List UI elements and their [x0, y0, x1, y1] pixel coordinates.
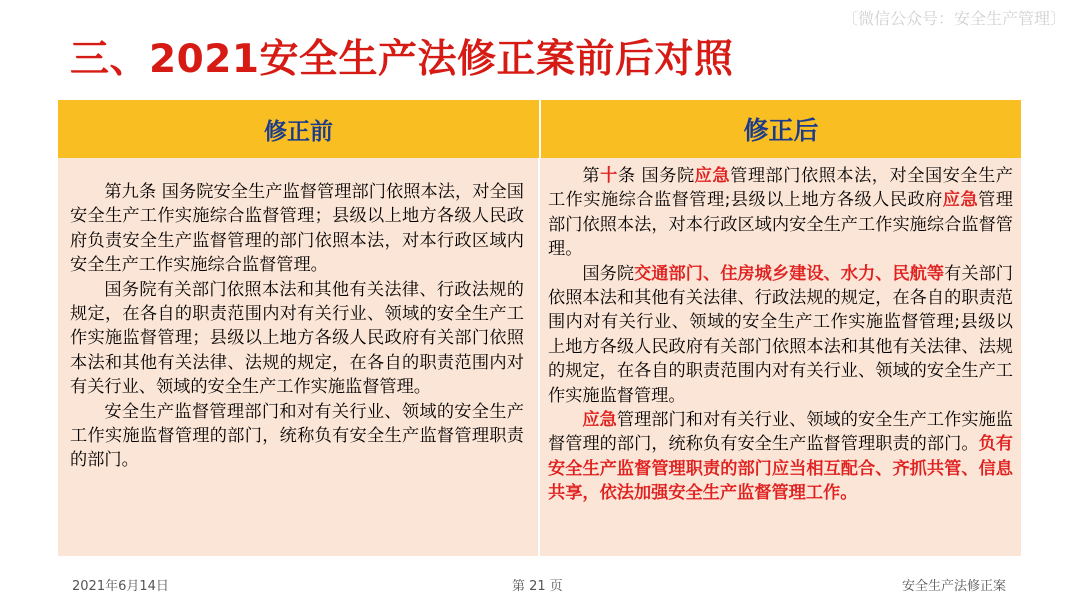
- highlight-text: 应急: [942, 190, 979, 211]
- footer-page-number: 第 21 页: [512, 579, 563, 594]
- before-paragraph-2: 国务院有关部门依照本法和其他有关法律、行政法规的规定，在各自的职责范围内对有关行业、领域的安全生产工作实施监督管理；县级以上地方各级人民政府有关部门依照本法和其他有关法律、法规的规定，在各自的职责范围内对有关行业、领域的安全生产工作实施监督管理。: [70, 279, 524, 398]
- after-paragraph-3: [548, 408, 1013, 506]
- page-title: 三、2021安全生产法修正案前后对照: [70, 37, 734, 82]
- after-paragraph-2: [548, 262, 1013, 408]
- before-paragraph-3: 安全生产监督管理部门和对有关行业、领域的安全生产工作实施监督管理的部门，统称负有安全生产监督管理职责的部门。: [70, 401, 524, 471]
- highlight-text: 应急: [582, 410, 617, 431]
- text-run: 管理部门和对有关行业、领域的安全生产工作实施监督管理的部门，统称负有安全生产监督管理职责的部门。: [548, 410, 1013, 455]
- header-before: 修正前: [58, 100, 541, 158]
- text-run: 有关部门依照本法和其他有关法律、行政法规的规定，在各自的职责范围内对有关行业、领域的安全生产工作实施监督管理;县级以上地方各级人民政府有关部门依照本法和其他有关法律、法规的规定，在各自的职责范围内对有关行业、领域的安全生产工作实施监督管理。: [548, 263, 1013, 406]
- table-header-row: [58, 100, 1021, 158]
- text-run: 条 国务院: [617, 166, 695, 186]
- comparison-row: [58, 158, 1021, 556]
- header-after: 修正后: [743, 116, 819, 145]
- watermark: 〔微信公众号：安全生产管理〕: [841, 9, 1066, 28]
- text-run: 管理部门依照本法，对本行政区域内安全生产工作实施综合监督管理。: [548, 190, 1013, 260]
- text-run: 国务院: [582, 263, 635, 284]
- highlight-text: 负有安全生产监督管理职责的部门应当相互配合、齐抓共管、信息共享，依法加强安全生产监督管理工作。: [548, 434, 1013, 504]
- footer-date: 2021年6月14日: [72, 579, 169, 594]
- highlight-text: 交通部门、住房城乡建设、水力、民航等: [634, 263, 945, 284]
- footer-topic: 安全生产法修正案: [901, 579, 1006, 594]
- highlight-text: 应急: [694, 166, 731, 186]
- after-paragraph-1: [548, 164, 1013, 262]
- before-text-cell: [58, 158, 540, 556]
- highlight-text: 十: [600, 166, 618, 186]
- after-text-cell: [540, 158, 1021, 556]
- text-run: 第: [582, 166, 601, 186]
- text-run: 管理部门依照本法，对全国安全生产工作实施综合监督管理;县级以上地方各级人民政府: [548, 166, 1013, 211]
- before-paragraph-1: 第九条 国务院安全生产监督管理部门依照本法，对全国安全生产工作实施综合监督管理；县级以上地方各级人民政府负责安全生产监督管理的部门依照本法，对本行政区域内安全生产工作实施综合监督管理。: [70, 182, 524, 276]
